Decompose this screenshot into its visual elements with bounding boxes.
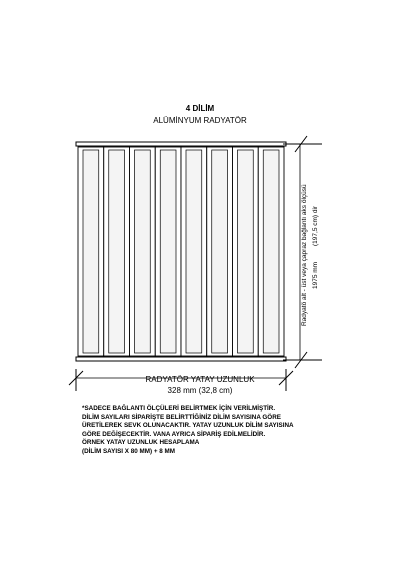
note-line: DİLİM SAYILARI SİPARİŞTE BELİRTTİĞİNİZ DİLİM SAYISINA GÖRE [82, 413, 281, 421]
note-line: *SADECE BAĞLANTI ÖLÇÜLERİ BELİRTMEK İÇİN VERİLMİŞTİR. [82, 405, 276, 412]
note-line: GÖRE DEĞİŞECEKTİR. VANA AYRICA SİPARİŞ EDİLMELİDİR. [82, 430, 266, 438]
drawing-subtitle: ALÜMİNYUM RADYATÖR [153, 116, 247, 125]
drawing-title: 4 DİLİM [185, 104, 215, 113]
radiator-panel-face [263, 150, 279, 353]
radiator-panel-face [109, 150, 125, 353]
notes-block [82, 405, 382, 457]
radiator-panel-face [212, 150, 228, 353]
radiator-panel-face [238, 150, 254, 353]
radiator-panel-face [83, 150, 99, 353]
radiator-panel-face [160, 150, 176, 353]
vertical-dimension-text-3: 1975 mm [312, 261, 319, 289]
horizontal-dimension-value: 328 mm (32,8 cm) [167, 386, 233, 395]
radiator-panels [78, 147, 284, 356]
vertical-dimension-text-1: Radyatö alt - üst veya çapraz bağlantı aks ölçüsü [301, 184, 308, 326]
radiator-panel-face [135, 150, 151, 353]
radiator-top-bar [76, 142, 286, 146]
note-line: (DİLİM SAYISI X 80 MM) + 8 MM [82, 447, 176, 455]
horizontal-dimension-label: RADYATÖR YATAY UZUNLUK [145, 375, 255, 384]
vertical-dimension-text-2: (197,5 cm) dir [312, 205, 319, 246]
radiator-bottom-bar [76, 357, 286, 361]
note-line: ÖRNEK YATAY UZUNLUK HESAPLAMA [82, 439, 200, 447]
note-line: ÜRETİLEREK SEVK OLUNACAKTIR. YATAY UZUNLUK DİLİM SAYISINA [82, 422, 294, 430]
radiator-panel-face [186, 150, 202, 353]
